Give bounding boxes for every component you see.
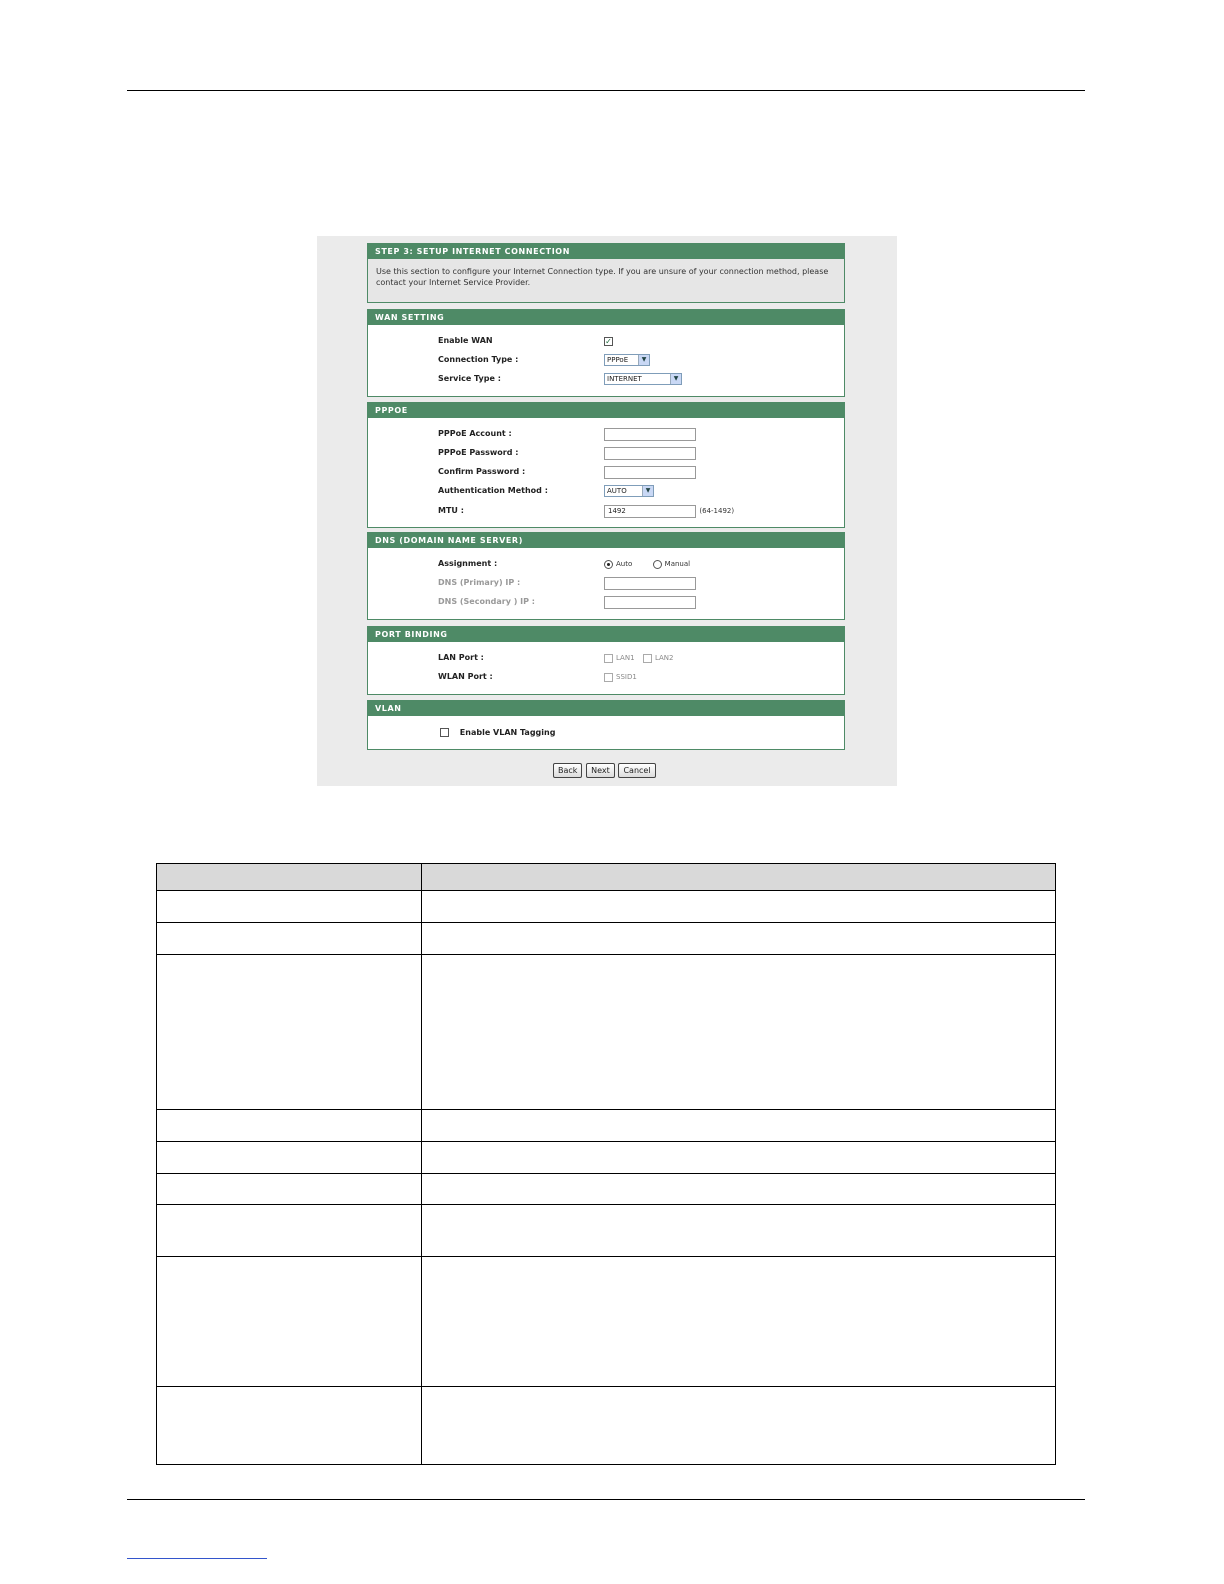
intro-title: STEP 3: SETUP INTERNET CONNECTION <box>368 244 844 259</box>
pppoe-account-input[interactable] <box>604 428 696 441</box>
wizard-buttons <box>553 763 657 778</box>
table-header-row <box>157 864 1056 891</box>
vlan-tagging-label: Enable VLAN Tagging <box>459 728 556 737</box>
table-row <box>157 1142 1056 1174</box>
mtu-input[interactable]: 1492 <box>604 505 696 518</box>
table-header-cell <box>422 864 1056 891</box>
vlan-section <box>367 700 845 750</box>
header-rule <box>127 90 1085 91</box>
auth-method-value: AUTO <box>607 487 627 495</box>
mtu-hint: (64-1492) <box>699 507 735 515</box>
footer-rule <box>127 1499 1085 1500</box>
lan1-checkbox[interactable] <box>604 654 613 663</box>
intro-text: Use this section to configure your Internet Connection type. If you are unsure of your connection method, please contact your Internet Service Provider. <box>376 267 829 287</box>
lan-port-label: LAN Port : <box>438 653 484 662</box>
dns-auto-label: Auto <box>616 560 633 568</box>
router-wizard-screenshot <box>317 236 897 786</box>
dns-primary-control <box>604 576 696 590</box>
lan2-label: LAN2 <box>654 654 674 662</box>
next-button[interactable]: Next <box>586 763 615 778</box>
description-table <box>156 863 1056 1465</box>
vlan-tagging-row <box>440 726 555 740</box>
pppoe-password-control <box>604 446 696 460</box>
dns-secondary-control <box>604 595 696 609</box>
table-row <box>157 955 1056 1110</box>
pppoe-title: PPPOE <box>368 403 844 418</box>
table-row <box>157 1110 1056 1142</box>
dns-title: DNS (DOMAIN NAME SERVER) <box>368 533 844 548</box>
table-row <box>157 1174 1056 1205</box>
port-binding-section <box>367 626 845 695</box>
lan-port-control <box>604 651 683 665</box>
confirm-password-input[interactable] <box>604 466 696 479</box>
chevron-down-icon: ▼ <box>642 486 653 496</box>
enable-wan-control <box>604 334 613 348</box>
service-type-value: INTERNET <box>607 375 642 383</box>
ssid1-label: SSID1 <box>616 673 637 681</box>
back-button[interactable]: Back <box>553 763 582 778</box>
lan1-label: LAN1 <box>616 654 635 662</box>
auth-method-select[interactable] <box>604 485 654 497</box>
lan2-checkbox[interactable] <box>643 654 652 663</box>
dns-secondary-label: DNS (Secondary ) IP : <box>438 597 535 606</box>
footer-link-underline[interactable] <box>127 1558 267 1559</box>
pppoe-password-input[interactable] <box>604 447 696 460</box>
service-type-control <box>604 372 682 386</box>
enable-wan-label: Enable WAN <box>438 336 493 345</box>
chevron-down-icon: ▼ <box>638 355 649 365</box>
dns-secondary-input[interactable] <box>604 596 696 609</box>
confirm-password-control <box>604 465 696 479</box>
ssid1-checkbox[interactable] <box>604 673 613 682</box>
chevron-down-icon: ▼ <box>670 374 681 384</box>
table-row <box>157 923 1056 955</box>
enable-wan-checkbox[interactable]: ✓ <box>605 336 612 346</box>
confirm-password-label: Confirm Password : <box>438 467 526 476</box>
table-row <box>157 1205 1056 1257</box>
pppoe-password-label: PPPoE Password : <box>438 448 519 457</box>
table-header-cell <box>157 864 422 891</box>
wlan-port-control <box>604 670 647 684</box>
service-type-select[interactable] <box>604 373 682 385</box>
connection-type-label: Connection Type : <box>438 355 519 364</box>
wan-setting-section <box>367 309 845 397</box>
wan-setting-title: WAN SETTING <box>368 310 844 325</box>
mtu-label: MTU : <box>438 506 464 515</box>
intro-section <box>367 243 845 303</box>
dns-manual-label: Manual <box>664 560 691 568</box>
connection-type-control <box>604 353 650 367</box>
table-row <box>157 1387 1056 1465</box>
pppoe-section <box>367 402 845 528</box>
cancel-button[interactable]: Cancel <box>618 763 655 778</box>
assignment-control <box>604 557 700 571</box>
dns-manual-radio[interactable] <box>653 560 662 569</box>
connection-type-select[interactable] <box>604 354 650 366</box>
wlan-port-label: WLAN Port : <box>438 672 493 681</box>
table-row <box>157 891 1056 923</box>
auth-method-label: Authentication Method : <box>438 486 548 495</box>
vlan-title: VLAN <box>368 701 844 716</box>
pppoe-account-label: PPPoE Account : <box>438 429 512 438</box>
auth-method-control <box>604 484 654 498</box>
vlan-tagging-checkbox[interactable] <box>440 728 449 737</box>
dns-primary-label: DNS (Primary) IP : <box>438 578 521 587</box>
dns-auto-radio[interactable] <box>604 560 613 569</box>
port-binding-title: PORT BINDING <box>368 627 844 642</box>
dns-section <box>367 532 845 620</box>
connection-type-value: PPPoE <box>607 356 629 364</box>
dns-primary-input[interactable] <box>604 577 696 590</box>
mtu-control <box>604 504 744 518</box>
pppoe-account-control <box>604 427 696 441</box>
table-row <box>157 1257 1056 1387</box>
assignment-label: Assignment : <box>438 559 498 568</box>
service-type-label: Service Type : <box>438 374 501 383</box>
